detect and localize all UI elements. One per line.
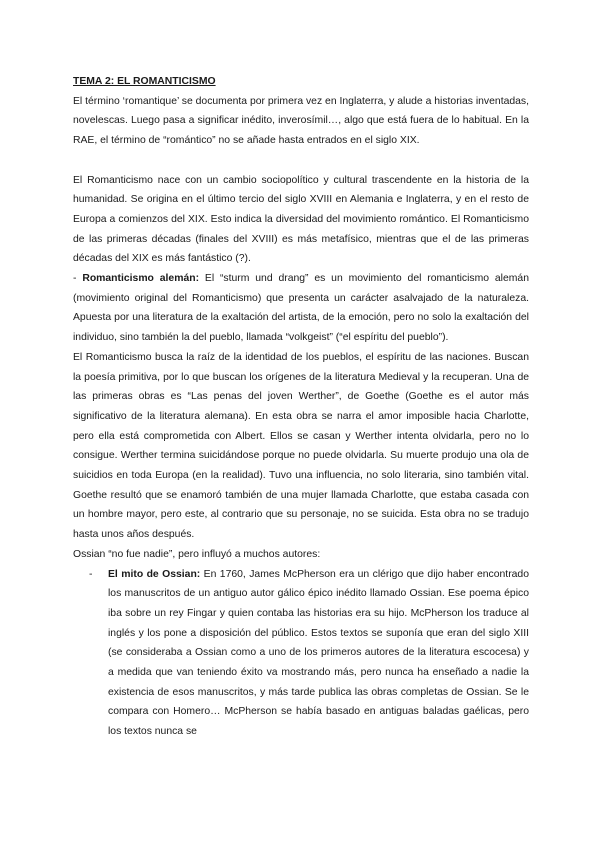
paragraph-ossian-intro: Ossian “no fue nadie”, pero influyó a muchos autores: bbox=[73, 548, 321, 560]
list-bullet: - bbox=[89, 568, 93, 580]
document-title: TEMA 2: EL ROMANTICISMO bbox=[73, 76, 216, 87]
document-page bbox=[73, 72, 529, 742]
dash-prefix: - bbox=[73, 273, 83, 285]
ossian-myth-heading: El mito de Ossian: bbox=[108, 568, 201, 580]
german-romanticism-text: El “sturm und drang” es un movimiento del romanticismo alemán (movimiento original del Romanticismo) que presenta un carácter asalvajado de la naturaleza. Apuesta por una literatura de la exaltación del artista, de la emoción, pero no solo la exaltación del individuo, sino también la del pueblo, llamada “volkgeist” (“el espíritu del pueblo”). bbox=[73, 273, 529, 344]
paragraph-spacer bbox=[73, 151, 529, 171]
list-item bbox=[73, 565, 529, 742]
ossian-list bbox=[73, 565, 529, 742]
german-romanticism-heading: Romanticismo alemán: bbox=[82, 273, 200, 285]
paragraph-german-romanticism bbox=[73, 269, 529, 348]
ossian-myth-text: En 1760, James McPherson era un clérigo que dijo haber encontrado los manuscritos de un antiguo autor gálico épico inédito llamado Ossian. Ese poema épico iba sobre un rey Fingar y quien contaba las historias era su hijo. McPherson los traduce al inglés y los pone a disposición del público. Estos textos se suponía que eran del siglo XIII (se consideraba a Ossian como a uno de los primeros autores de la literatura escocesa) y a medida que van teniendo éxito va mostrando más, pero nunca ha enseñado a nadie la existencia de esos manuscritos, y más tarde publica las obras completas de Ossian. Se le compara con Homero… McPherson se había basado en antiguas baladas gaélicas, pero los textos nunca se bbox=[108, 568, 529, 738]
paragraph-origin-term: El término ‘romantique’ se documenta por primera vez en Inglaterra, y alude a historias inventadas, novelescas. Luego pasa a significar inédito, inverosímil…, algo que está fuera de lo habitual. En la RAE, el término de “romántico” no se añade hasta entrados en el siglo XIX. bbox=[73, 95, 529, 147]
paragraph-identity-werther: El Romanticismo busca la raíz de la identidad de los pueblos, el espíritu de las naciones. Buscan la poesía primitiva, por lo que buscan los orígenes de la literatura Medieval y la recuperan. Una de las primeras obras es “Las penas del joven Werther”, de Goethe (Goethe es el autor más significativo de la literatura alemana). En esta obra se narra el amor imposible hacia Charlotte, pero ella está comprometida con Albert. Ellos se casan y Werther intenta olvidarla, pero no lo consigue. Werther termina suicidándose porque no puede olvidarla. Su muerte produjo una ola de suicidios en toda Europa (en la realidad). Tuvo una influencia, no solo literaria, sino también vital. Goethe resultó que se enamoró también de una mujer llamada Charlotte, que estaba casada con un hombre mayor, pero este, al contrario que su personaje, no se suicida. Esta obra no se tradujo hasta unos años después. bbox=[73, 351, 529, 541]
paragraph-romanticism-origin: El Romanticismo nace con un cambio sociopolítico y cultural trascendente en la historia de la humanidad. Se origina en el último tercio del siglo XVIII en Alemania e Inglaterra, y en el resto de Europa a comienzos del XIX. Esto indica la diversidad del movimiento romántico. El Romanticismo de las primeras décadas (finales del XVIII) es más metafísico, mientras que el de las primeras décadas del XIX es más fantástico (?). bbox=[73, 174, 529, 265]
